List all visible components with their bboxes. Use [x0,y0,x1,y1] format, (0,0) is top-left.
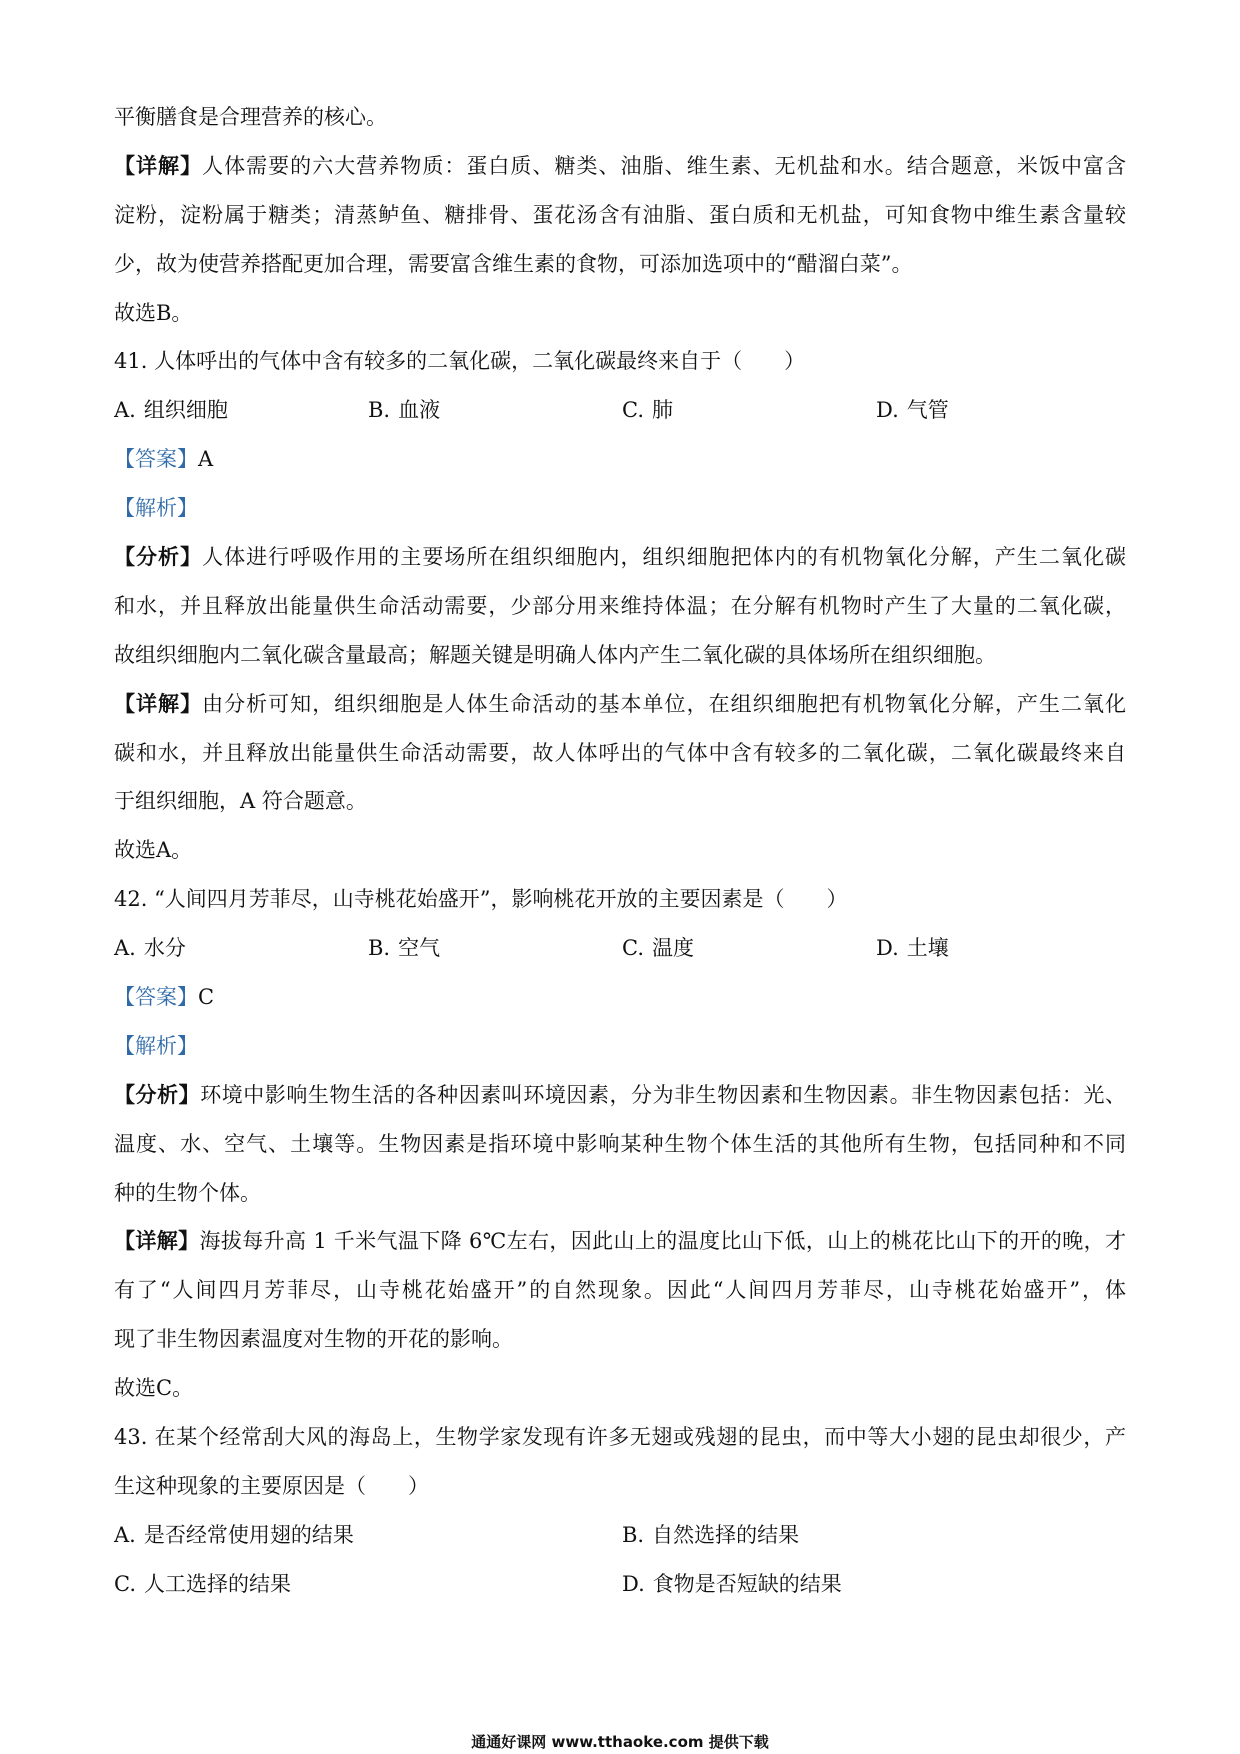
option-letter: D. [876,398,899,423]
option-letter: D. [622,1571,645,1596]
q42-options [114,924,1126,973]
answer-tag: 【答案】 [114,447,198,472]
q43-stem-line: 43. 在某个经常刮大风的海岛上，生物学家发现有许多无翅或残翅的昆虫，而中等大小翅的昆虫却很少，产 [114,1425,1126,1450]
detail-text: 由分析可知，组织细胞是人体生命活动的基本单位，在组织细胞把有机物氧化分解，产生二氧化 [202,691,1126,716]
option-text: 肺 [652,398,673,423]
fenxi-text: 人体进行呼吸作用的主要场所在组织细胞内，组织细胞把体内的有机物氧化分解，产生二氧化碳 [202,545,1126,570]
q43-stem-line: 生这种现象的主要原因是（ ） [114,1473,429,1498]
option-c [622,386,876,435]
footer-suffix: 提供下载 [708,1733,769,1751]
answer-tag: 【答案】 [114,985,198,1010]
option-b [622,1511,1126,1560]
q42-detail-line [114,1217,1126,1266]
detail-text: 海拔每升高 1 千米气温下降 6℃左右，因此山上的温度比山下低，山上的桃花比山下的开的晚，才 [199,1229,1126,1254]
q40-detail-line: 淀粉，淀粉属于糖类；清蒸鲈鱼、糖排骨、蛋花汤含有油脂、蛋白质和无机盐，可知食物中维生素含量较 [114,202,1126,227]
option-c [114,1560,622,1609]
footer-url[interactable]: www.tthaoke.com [551,1733,704,1751]
q42-detail-line: 现了非生物因素温度对生物的开花的影响。 [114,1327,513,1352]
q41-detail-line [114,680,1126,729]
option-a [114,1511,622,1560]
option-d [876,924,1126,973]
option-d [876,386,1126,435]
detail-tag: 【详解】 [114,1228,200,1254]
q43-options-row [114,1511,1126,1560]
option-letter: B. [368,398,391,423]
q41-detail-line: 于组织细胞，A 符合题意。 [114,789,367,814]
option-text: 人工选择的结果 [144,1571,291,1596]
option-letter: A. [114,936,136,961]
option-d [622,1560,1126,1609]
footer-site-name: 通通好课网 [471,1733,547,1751]
q42-detail-line: 有了“人间四月芳菲尽，山寺桃花始盛开”的自然现象。因此“人间四月芳菲尽，山寺桃花始盛开”，体 [114,1278,1126,1303]
option-text: 血液 [398,398,441,423]
q40-detail-line: 少，故为使营养搭配更加合理，需要富含维生素的食物，可添加选项中的“醋溜白菜”。 [114,251,913,276]
page-body [114,93,1126,1609]
q42-stem: 42. “人间四月芳菲尽，山寺桃花始盛开”，影响桃花开放的主要因素是（ ） [114,887,848,912]
q42-choice: 故选C。 [114,1376,194,1401]
detail-text: 人体需要的六大营养物质：蛋白质、糖类、油脂、维生素、无机盐和水。结合题意，米饭中富含 [202,153,1126,178]
option-a [114,924,368,973]
option-a [114,386,368,435]
option-letter: C. [622,936,644,961]
answer-value: C [198,985,215,1010]
q40-choice: 故选B。 [114,300,193,325]
option-letter: C. [622,398,644,423]
option-text: 水分 [143,936,186,961]
q42-fenxi-line: 种的生物个体。 [114,1180,261,1205]
option-c [622,924,876,973]
answer-value: A [198,447,214,472]
q42-analysis-tag: 【解析】 [114,1033,198,1058]
detail-tag: 【详解】 [114,152,203,178]
option-text: 食物是否短缺的结果 [652,1571,842,1596]
q41-fenxi-line [114,533,1126,582]
option-text: 气管 [906,398,949,423]
q40-conclusion-line: 平衡膳食是合理营养的核心。 [114,105,387,129]
fenxi-tag: 【分析】 [114,1081,201,1107]
q42-fenxi-line [114,1071,1126,1120]
q42-fenxi-line: 温度、水、空气、土壤等。生物因素是指环境中影响某种生物个体生活的其他所有生物，包括同种和不同 [114,1131,1126,1156]
detail-tag: 【详解】 [114,690,203,716]
q41-fenxi-line: 故组织细胞内二氧化碳含量最高；解题关键是明确人体内产生二氧化碳的具体场所在组织细胞。 [114,642,996,667]
q41-choice: 故选A。 [114,838,193,863]
option-letter: A. [114,1522,136,1547]
option-letter: B. [368,936,391,961]
option-text: 土壤 [906,936,949,961]
option-text: 是否经常使用翅的结果 [143,1522,354,1547]
option-letter: D. [876,936,899,961]
option-letter: B. [622,1522,645,1547]
page-footer [0,1733,1240,1751]
fenxi-text: 环境中影响生物生活的各种因素叫环境因素，分为非生物因素和生物因素。非生物因素包括：光、 [200,1082,1126,1107]
q41-detail-line: 碳和水，并且释放出能量供生命活动需要，故人体呼出的气体中含有较多的二氧化碳，二氧化碳最终来自 [114,740,1126,765]
option-text: 自然选择的结果 [652,1522,800,1547]
option-text: 组织细胞 [143,398,228,423]
option-text: 温度 [652,936,694,961]
option-b [368,924,622,973]
option-text: 空气 [398,936,441,961]
q40-detail-line [114,142,1126,191]
option-letter: A. [114,398,136,423]
q41-analysis-tag: 【解析】 [114,496,198,521]
q41-fenxi-line: 和水，并且释放出能量供生命活动需要，少部分用来维持体温；在分解有机物时产生了大量的二氧化碳， [114,593,1126,618]
q41-answer [114,435,1126,484]
q43-options-row [114,1560,1126,1609]
option-letter: C. [114,1571,136,1596]
q41-options [114,386,1126,435]
fenxi-tag: 【分析】 [114,544,203,570]
q41-stem: 41. 人体呼出的气体中含有较多的二氧化碳，二氧化碳最终来自于（ ） [114,349,806,374]
option-b [368,386,622,435]
q42-answer [114,973,1126,1022]
